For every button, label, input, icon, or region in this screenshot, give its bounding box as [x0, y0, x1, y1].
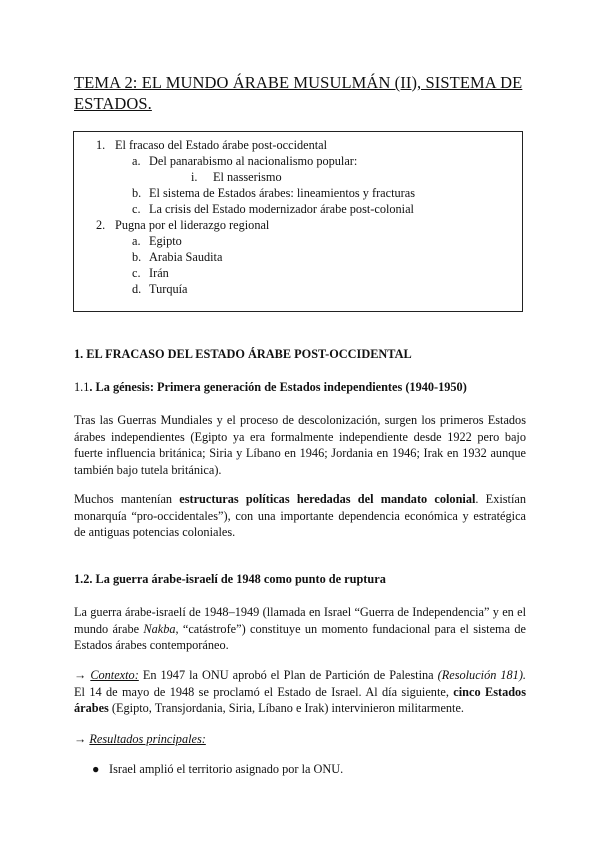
toc-number: 1.: [96, 138, 106, 152]
paragraph: [74, 604, 526, 654]
toc-text: Turquía: [149, 282, 188, 296]
bold-text: estructuras políticas heredadas del mandato colonial: [179, 492, 476, 506]
toc-number: 2.: [96, 218, 106, 232]
section-heading: 1. EL FRACASO DEL ESTADO ÁRABE POST-OCCIDENTAL: [74, 347, 412, 361]
toc-item: [132, 265, 169, 281]
toc-text: Irán: [149, 266, 169, 280]
results-label: Resultados principales:: [89, 732, 206, 746]
toc-item: [132, 201, 414, 217]
text-run: La guerra árabe-israelí de 1948–1949 (llamada en Israel “Guerra de Independencia” y en el mundo árabe: [74, 605, 526, 636]
arrow-icon: →: [74, 732, 90, 746]
toc-number: b.: [132, 186, 142, 200]
text-run: En 1947 la ONU aprobó el Plan de Partición de Palestina: [138, 668, 438, 682]
toc-text: La crisis del Estado modernizador árabe post-colonial: [149, 202, 414, 216]
toc-text: Pugna por el liderazgo regional: [115, 218, 270, 232]
subsection-title: . La génesis: Primera generación de Estados independientes (1940-1950): [89, 380, 467, 394]
list-item-text: Israel amplió el territorio asignado por la ONU.: [109, 762, 344, 776]
toc-item: [132, 153, 357, 169]
toc-item: [132, 185, 415, 201]
toc-item: [132, 281, 188, 297]
paragraph-results: [74, 731, 526, 748]
text-run: , “catástrofe”) constituye un momento fundacional para el sistema de Estados árabes contemporáneo.: [74, 621, 526, 653]
italic-text: (Resolución 181).: [437, 668, 526, 682]
toc-number: a.: [132, 154, 141, 168]
toc-text: El sistema de Estados árabes: lineamientos y fracturas: [149, 186, 416, 200]
subsection-number: 1.1: [74, 380, 90, 394]
text-run: (Egipto, Transjordania, Siria, Líbano e Irak) intervinieron militarmente.: [108, 701, 465, 716]
subsection-heading: 1.2. La guerra árabe-israelí de 1948 como punto de ruptura: [74, 572, 386, 586]
toc-item: [191, 169, 282, 185]
toc-text: Del panarabismo al nacionalismo popular:: [149, 154, 358, 168]
toc-item: [96, 217, 269, 233]
subsection-heading: [74, 380, 467, 395]
toc-number: b.: [132, 250, 142, 264]
toc-number: c.: [132, 202, 141, 216]
text-run: . Existían monarquía “pro-occidentales”), con una importante dependencia económica y estratégica de antiguas potencias coloniales.: [74, 492, 526, 540]
toc-number: a.: [132, 234, 141, 248]
toc-item: [132, 249, 222, 265]
bold-text: cinco Estados árabes: [74, 684, 526, 716]
list-item: [92, 762, 343, 777]
toc-text: El nasserismo: [213, 170, 282, 184]
document-title: TEMA 2: EL MUNDO ÁRABE MUSULMÁN (II), SISTEMA DE ESTADOS.: [74, 73, 523, 113]
paragraph: Tras las Guerras Mundiales y el proceso de descolonización, surgen los primeros Estados árabes independientes (Egipto ya era formalmente independiente desde 1922 pero bajo fuerte influencia británica; Siria y Líbano en 1946; Jordania en 1946; Irak en 1932 aunque también bajo tutela británica).: [74, 413, 526, 477]
toc-number: c.: [132, 266, 141, 280]
text-run: Muchos mantenían: [74, 492, 180, 506]
toc-text: Egipto: [149, 234, 182, 248]
text-run: El 14 de mayo de 1948 se proclamó el Estado de Israel. Al día siguiente,: [74, 684, 454, 699]
bullet-icon: ●: [92, 762, 100, 776]
toc-number: i.: [191, 170, 198, 184]
italic-text: Nakba: [143, 621, 176, 636]
toc-item: [96, 137, 327, 153]
toc-item: [132, 233, 182, 249]
arrow-icon: →: [74, 668, 91, 682]
toc-text: Arabia Saudita: [149, 250, 223, 264]
toc-number: d.: [132, 282, 142, 296]
toc-text: El fracaso del Estado árabe post-occidental: [115, 138, 328, 152]
paragraph: [74, 491, 526, 541]
paragraph-context: [74, 667, 526, 717]
table-of-contents: [73, 131, 523, 312]
context-label: Contexto:: [90, 668, 139, 682]
